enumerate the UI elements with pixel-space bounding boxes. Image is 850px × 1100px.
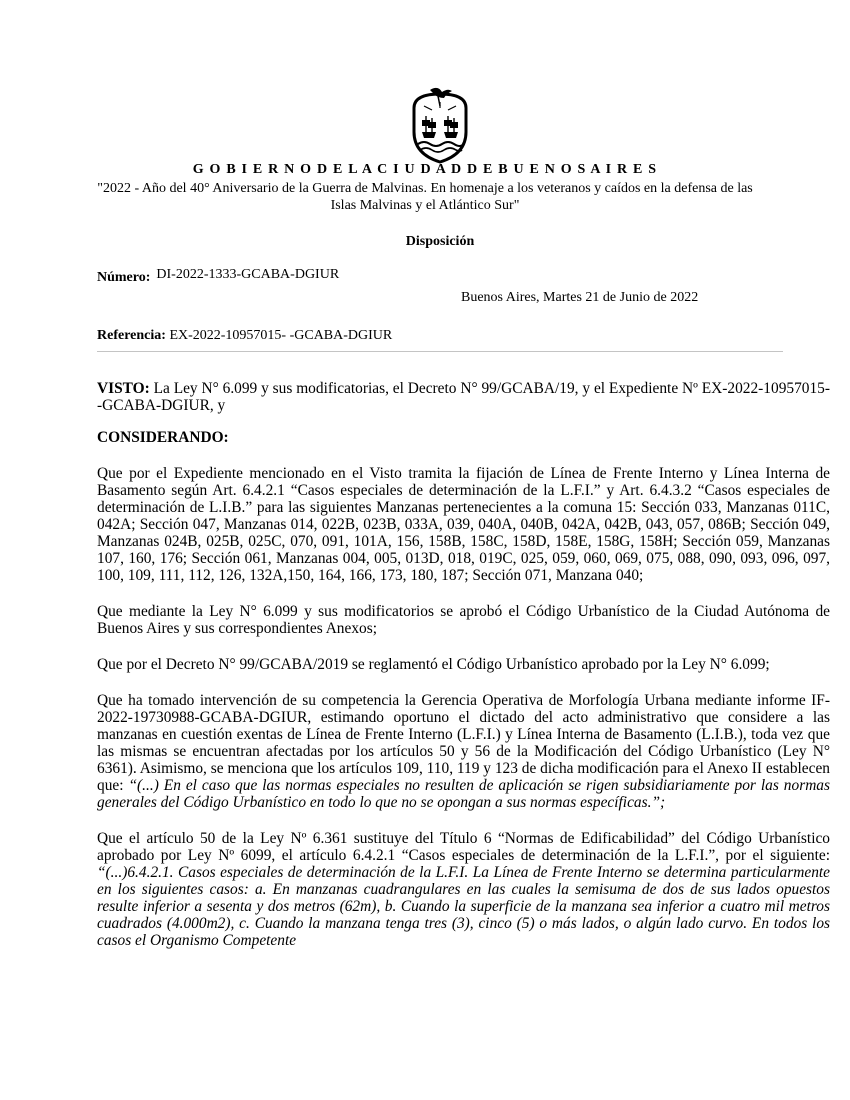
document-body bbox=[97, 380, 830, 968]
paragraph-expediente: Que por el Expediente mencionado en el Visto tramita la fijación de Línea de Frente Interno y Línea Interna de Basamento según Art. 6.4.2.1 “Casos especiales de determinación de la L.F.I.” y Art. 6.4.3.2 “Casos especiales de determinación de L.I.B.” para las siguientes Manzanas pertenecientes a la comuna 15: Sección 033, Manzanas 011C, 042A; Sección 047, Manzanas 014, 022B, 023B, 033A, 039, 040A, 040B, 042A, 042B, 043, 057, 086B; Sección 049, Manzanas 024B, 025B, 025C, 070, 091, 101A, 156, 158B, 158C, 158D, 158E, 158G, 158H; Sección 059, Manzanas 107, 160, 176; Sección 061, Manzanas 004, 005, 013D, 018, 019C, 025, 059, 060, 069, 075, 088, 090, 093, 096, 097, 100, 109, 111, 112, 126, 132A,150, 164, 166, 173, 180, 187; Sección 071, Manzana 040; bbox=[97, 465, 830, 584]
considerando-heading: CONSIDERANDO: bbox=[97, 429, 229, 446]
commemorative-motto: "2022 - Año del 40° Aniversario de la Guerra de Malvinas. En homenaje a los veteranos y caídos en la defensa de las Islas Malvinas y el Atlántico Sur" bbox=[97, 181, 753, 213]
visto-paragraph bbox=[97, 380, 830, 414]
paragraph-articulo-50 bbox=[97, 830, 830, 949]
number-label: Número: bbox=[97, 270, 151, 285]
header-divider bbox=[97, 351, 783, 352]
paragraph-ley-6099: Que mediante la Ley N° 6.099 y sus modificatorios se aprobó el Código Urbanístico de la Ciudad Autónoma de Buenos Aires y sus correspondientes Anexos; bbox=[97, 603, 830, 637]
number-row bbox=[97, 267, 340, 286]
visto-text: La Ley N° 6.099 y sus modificatorias, el Decreto N° 99/GCABA/19, y el Expediente Nº EX-2022-10957015- -GCABA-DGIUR, y bbox=[97, 380, 830, 414]
paragraph-intervencion-text: Que ha tomado intervención de su competencia la Gerencia Operativa de Morfología Urbana mediante informe IF-2022-19730988-GCABA-DGIUR, estimando oportuno el dictado del acto administrativo que considere a las manzanas en cuestión exentas de Línea de Frente Interno (L.F.I.) y Línea Interna de Basamento (L.I.B.), toda vez que las mismas se encuentran afectadas por los artículos 50 y 56 de la Modificación del Código Urbanístico (Ley N° 6361). Asimismo, se menciona que los artículos 109, 110, 119 y 123 de dicha modificación para el Anexo II establecen que: bbox=[97, 692, 830, 794]
paragraph-intervencion bbox=[97, 692, 830, 811]
city-coat-of-arms-icon bbox=[408, 86, 472, 164]
visto-label: VISTO: bbox=[97, 380, 150, 397]
reference-label: Referencia: bbox=[97, 328, 166, 343]
paragraph-intervencion-quote: “(...) En el caso que las normas especiales no resulten de aplicación se rigen subsidiariamente por las normas generales del Código Urbanístico en todo lo que no se opongan a sus normas específicas.”; bbox=[97, 777, 830, 811]
document-type: Disposición bbox=[405, 234, 475, 249]
reference-row bbox=[97, 328, 392, 344]
paragraph-articulo-50-text: Que el artículo 50 de la Ley Nº 6.361 sustituye del Título 6 “Normas de Edificabilidad” del Código Urbanístico aprobado por Ley Nº 6099, el artículo 6.4.2.1 “Casos especiales de determinación de la L.F.I.”, por el siguiente: bbox=[97, 830, 830, 864]
paragraph-articulo-50-quote: “(...)6.4.2.1. Casos especiales de determinación de la L.F.I. La Línea de Frente Interno se determina particularmente en los siguientes casos: a. En manzanas cuadrangulares en las cuales la semisuma de dos de sus lados opuestos resulte inferior a sesenta y dos metros (62m), b. Cuando la superficie de la manzana sea inferior a cuatro mil metros cuadrados (4.000m2), c. Cuando la manzana tenga tres (3), cinco (5) o más lados, o algún lado curvo. En todos los casos el Organismo Competente bbox=[97, 864, 830, 949]
reference-value: EX-2022-10957015- -GCABA-DGIUR bbox=[169, 328, 393, 343]
paragraph-decreto-99: Que por el Decreto N° 99/GCABA/2019 se reglamentó el Código Urbanístico aprobado por la Ley N° 6.099; bbox=[97, 656, 770, 673]
document-date: Buenos Aires, Martes 21 de Junio de 2022 bbox=[461, 290, 699, 305]
government-header: G O B I E R N O D E L A C I U D A D D E B U E N O S A I R E S bbox=[192, 162, 658, 177]
number-value: DI-2022-1333-GCABA-DGIUR bbox=[156, 267, 340, 282]
